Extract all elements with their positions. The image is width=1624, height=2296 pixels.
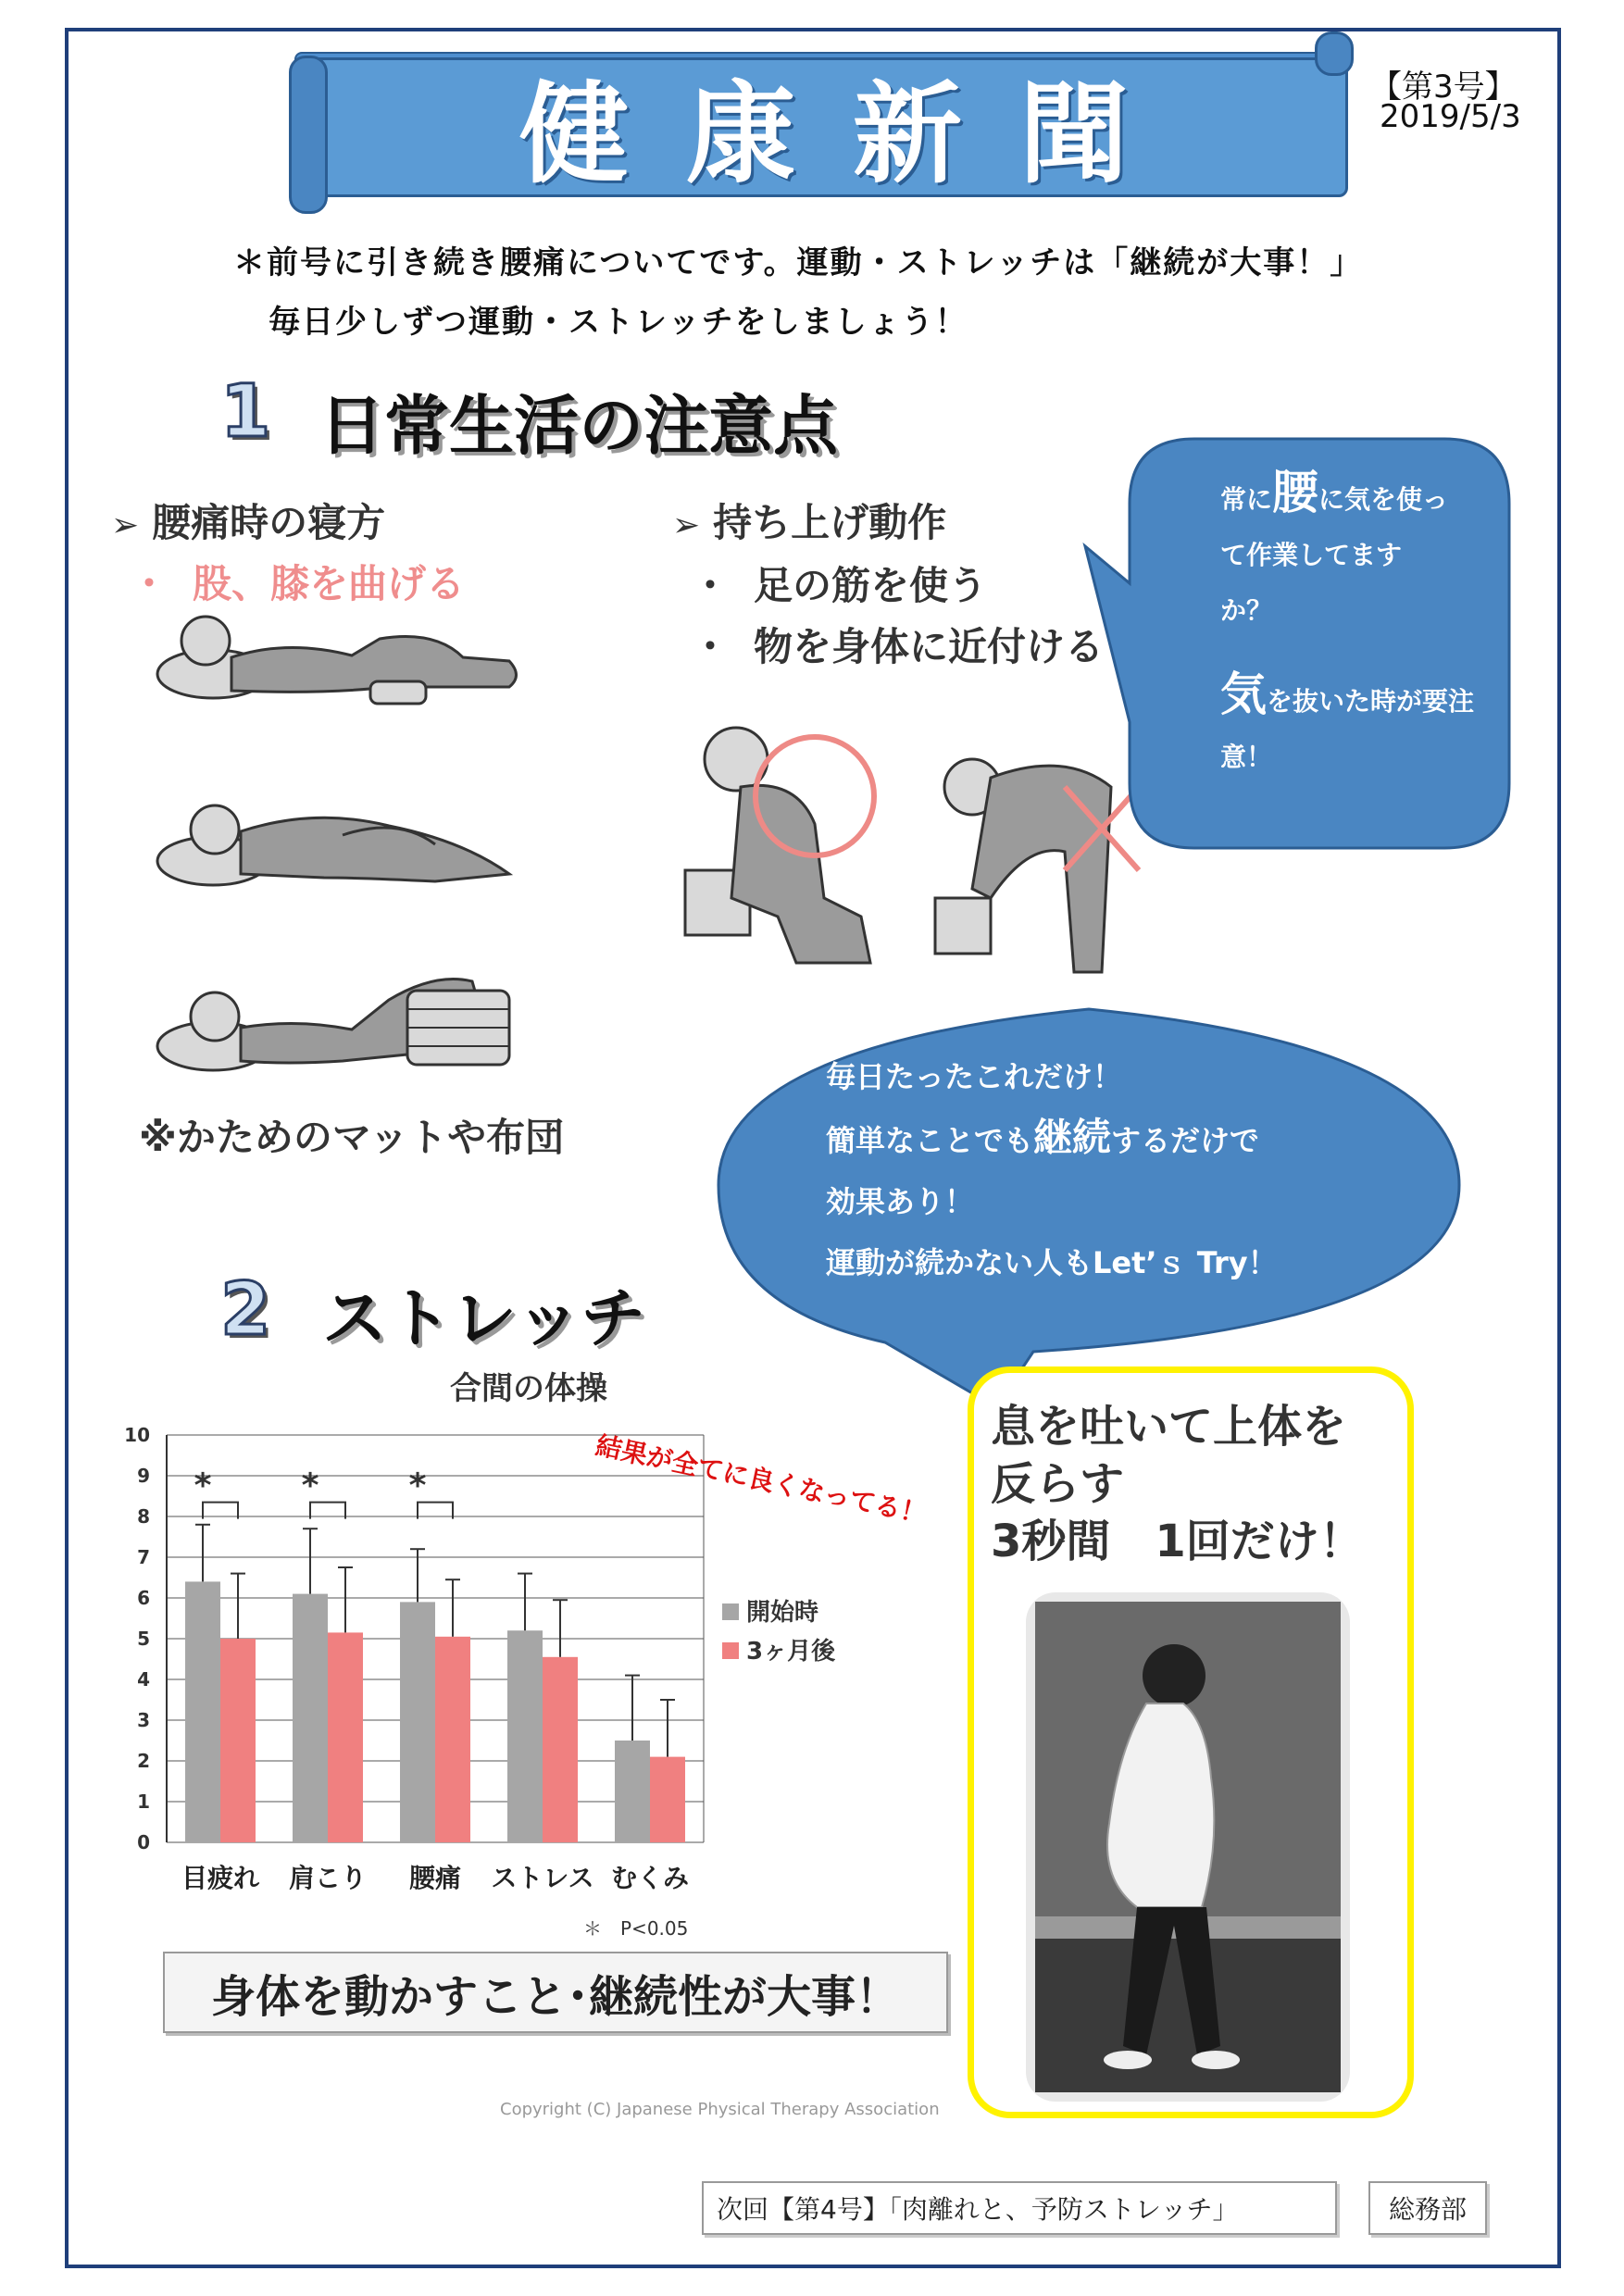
bar-after — [220, 1639, 256, 1842]
tip-line4-post: を抜いた時が要注 — [1267, 686, 1475, 717]
y-tick-label: 10 — [124, 1424, 150, 1446]
bar-after — [435, 1637, 470, 1842]
y-tick-label: 9 — [137, 1465, 150, 1487]
exercise-line1: 息を吐いて上体を — [991, 1401, 1347, 1453]
mattress-note: ※かためのマットや布団 — [139, 1115, 565, 1160]
y-tick-label: 3 — [137, 1709, 150, 1731]
legend-swatch — [722, 1603, 739, 1620]
significance-marker: * — [194, 1466, 212, 1505]
x-category-label: 腰痛 — [408, 1863, 462, 1893]
conclusion-banner: 身体を動かすこと･継続性が大事！ — [163, 1952, 948, 2033]
p-value-note: ＊ P<0.05 — [583, 1917, 689, 1940]
chart-title: 合間の体操 — [450, 1370, 607, 1407]
sleep-heading-text: 腰痛時の寝方 — [152, 500, 386, 545]
encourage-line3: 効果あり！ — [826, 1184, 975, 1219]
encourage-line2-post: するだけで — [1111, 1123, 1260, 1158]
newsletter-title: 健康新聞 — [518, 69, 1186, 198]
lift-bullet-2 — [691, 617, 1104, 672]
arrow-bullet-icon: ➢ — [111, 506, 140, 544]
bar-after — [328, 1632, 363, 1842]
tip-line1-big: 腰 — [1272, 466, 1319, 519]
department-box: 総務部 — [1368, 2181, 1487, 2235]
x-category-label: むくみ — [610, 1863, 690, 1893]
bar-start — [507, 1630, 543, 1842]
bullet-dot-icon: ・ — [130, 561, 169, 606]
y-tick-label: 5 — [137, 1628, 150, 1650]
exercise-line3: 3秒間 1回だけ！ — [991, 1516, 1364, 1567]
issue-number: 【第3号】 — [1370, 69, 1517, 106]
arrow-bullet-icon: ➢ — [672, 506, 701, 544]
sleep-illustration-1 — [157, 602, 546, 713]
encourage-line2-big: 継続 — [1033, 1115, 1112, 1160]
y-tick-label: 7 — [137, 1546, 150, 1568]
tip-line4-big: 気 — [1220, 668, 1267, 721]
y-tick-label: 0 — [137, 1831, 150, 1853]
y-tick-label: 6 — [137, 1587, 150, 1609]
legend-label: 3ヶ月後 — [746, 1638, 836, 1666]
next-issue-box: 次回【第4号】「肉離れと、予防ストレッチ」 — [702, 2181, 1337, 2235]
x-category-label: 肩こり — [288, 1863, 368, 1893]
lift-bullet-2-text: 物を身体に近付ける — [754, 624, 1105, 669]
bar-start — [293, 1594, 328, 1842]
tip-bubble-text — [1220, 465, 1474, 785]
y-tick-label: 2 — [137, 1750, 150, 1772]
legend-label: 開始時 — [746, 1599, 819, 1627]
lift-bullet-1-text: 足の筋を使う — [754, 563, 988, 608]
y-tick-label: 4 — [137, 1668, 150, 1691]
tip-line1-pre: 常に — [1220, 484, 1273, 515]
section-1-number: 1 — [220, 370, 271, 454]
x-category-label: 目疲れ — [181, 1863, 260, 1893]
sleep-bullet — [130, 554, 465, 609]
chart-annotation: 結果が全てに良くなってる！ — [593, 1429, 930, 1530]
issue-date: 2019/5/3 — [1380, 98, 1521, 135]
exercise-text — [991, 1398, 1398, 1570]
significance-marker: * — [408, 1466, 427, 1505]
bar-after — [543, 1657, 578, 1842]
sleep-heading — [111, 493, 385, 548]
section-2-number: 2 — [220, 1268, 271, 1352]
encourage-line2-pre: 簡単なことでも — [826, 1123, 1034, 1158]
y-tick-label: 1 — [137, 1791, 150, 1813]
bar-start — [400, 1602, 435, 1842]
lift-bullet-1 — [691, 555, 987, 611]
intro-line-1: ＊前号に引き続き腰痛についてです。運動・ストレッチは「継続が大事！」 — [233, 244, 1364, 281]
stretch-person-image — [1035, 1602, 1341, 2092]
encourage-line4: 運動が続かない人もLet’ｓ Try！ — [826, 1245, 1278, 1280]
legend-swatch — [722, 1642, 739, 1659]
exercise-line2: 反らす — [991, 1458, 1125, 1510]
sleep-illustration-3 — [157, 944, 546, 1083]
lift-heading-text: 持ち上げ動作 — [713, 500, 947, 545]
significance-marker: * — [301, 1466, 319, 1505]
lift-heading — [672, 493, 946, 548]
bar-after — [650, 1757, 685, 1842]
copyright-text: Copyright (C) Japanese Physical Therapy Association — [500, 2100, 940, 2119]
tip-line2: て作業してます — [1220, 540, 1403, 570]
section-2-title: ストレッチ — [322, 1280, 646, 1356]
bar-start — [615, 1741, 650, 1842]
section-1-title: 日常生活の注意点 — [319, 388, 838, 464]
tip-line1-post: に気を使っ — [1318, 484, 1449, 515]
bullet-dot-icon: ・ — [691, 624, 731, 669]
encourage-line1: 毎日たったこれだけ！ — [826, 1059, 1123, 1094]
sleep-bullet-text: 股、膝を曲げる — [193, 561, 466, 606]
tip-line5: 意！ — [1220, 742, 1273, 772]
bar-start — [185, 1581, 220, 1842]
bullet-dot-icon: ・ — [691, 563, 731, 608]
exercise-photo — [1035, 1602, 1341, 2092]
intro-line-2: 毎日少しずつ運動・ストレッチをしましょう！ — [269, 304, 968, 341]
bar-chart — [120, 1407, 954, 1940]
x-category-label: ストレス — [491, 1863, 594, 1893]
sleep-illustration-2 — [157, 789, 546, 900]
encourage-bubble-text — [826, 1046, 1278, 1293]
y-tick-label: 8 — [137, 1505, 150, 1528]
tip-line3: か？ — [1220, 595, 1273, 626]
